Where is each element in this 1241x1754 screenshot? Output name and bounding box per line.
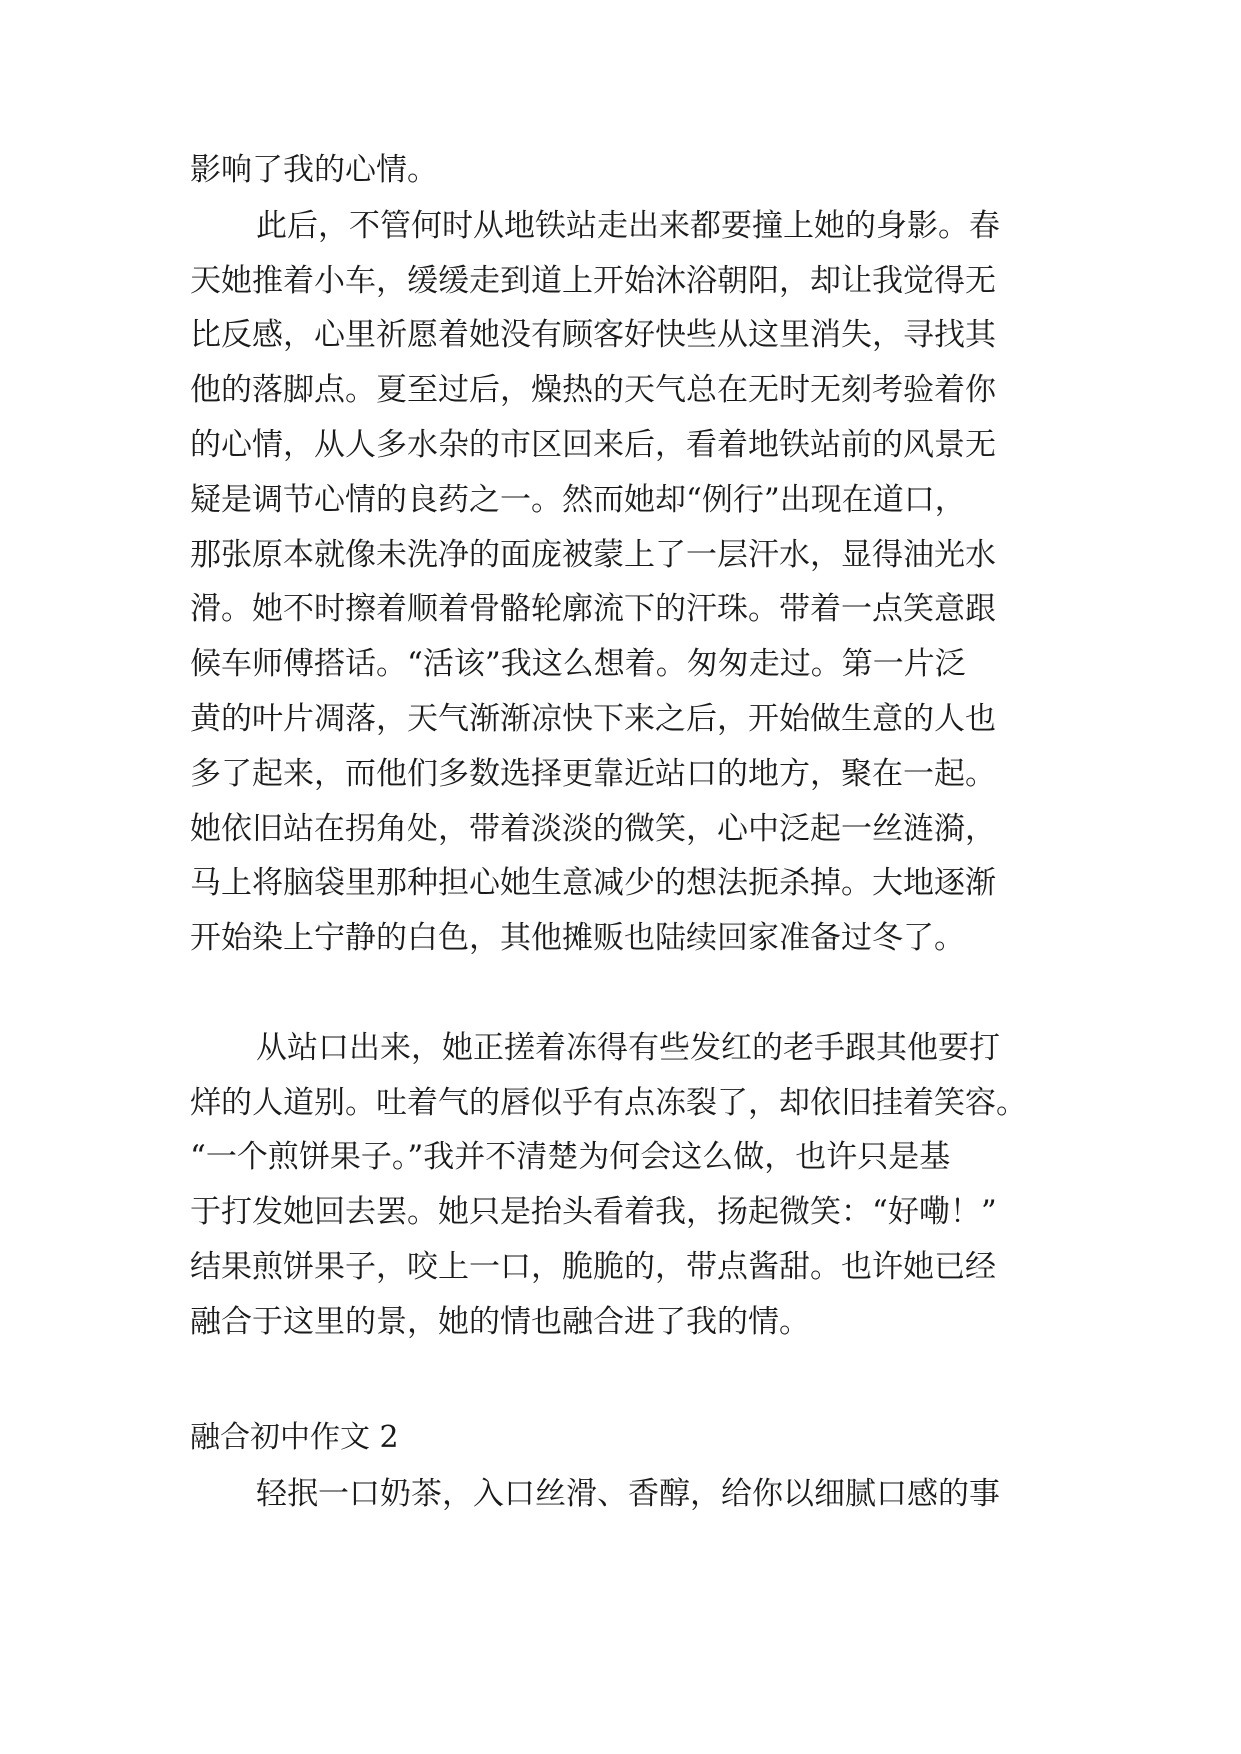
paragraph-1-line: 的心情，从人多水杂的市区回来后，看着地铁站前的风景无 xyxy=(190,427,996,463)
paragraph-1-line: 那张原本就像未洗净的面庞被蒙上了一层汗水，显得油光水 xyxy=(190,537,996,573)
paragraph-1-line: 滑。她不时擦着顺着骨骼轮廓流下的汗珠。带着一点笑意跟 xyxy=(190,591,996,627)
paragraph-2-line: 融合于这里的景，她的情也融合进了我的情。 xyxy=(190,1304,810,1340)
paragraph-1-line: 开始染上宁静的白色，其他摊贩也陆续回家准备过冬了。 xyxy=(190,920,965,956)
paragraph-2-line: “一个煎饼果子。”我并不清楚为何会这么做，也许只是基 xyxy=(190,1139,951,1175)
paragraph-1-line: 多了起来，而他们多数选择更靠近站口的地方，聚在一起。 xyxy=(190,756,996,792)
section-title: 融合初中作文 2 xyxy=(190,1420,399,1455)
paragraph-1-line: 她依旧站在拐角处，带着淡淡的微笑，心中泛起一丝涟漪， xyxy=(190,811,996,847)
opening-line: 影响了我的心情。 xyxy=(190,152,438,188)
paragraph-1-line: 天她推着小车，缓缓走到道上开始沐浴朝阳，却让我觉得无 xyxy=(190,263,996,299)
paragraph-1-line: 他的落脚点。夏至过后，燥热的天气总在无时无刻考验着你 xyxy=(190,372,996,408)
paragraph-3-line: 轻抿一口奶茶，入口丝滑、香醇，给你以细腻口感的事 xyxy=(256,1476,1000,1512)
paragraph-1-line: 比反感，心里祈愿着她没有顾客好快些从这里消失，寻找其 xyxy=(190,317,996,353)
paragraph-1-line: 黄的叶片凋落，天气渐渐凉快下来之后，开始做生意的人也 xyxy=(190,701,996,737)
paragraph-2-line: 从站口出来，她正搓着冻得有些发红的老手跟其他要打 xyxy=(256,1030,1000,1066)
paragraph-1-line: 此后，不管何时从地铁站走出来都要撞上她的身影。春 xyxy=(256,208,1000,244)
paragraph-2-line: 烊的人道别。吐着气的唇似乎有点冻裂了，却依旧挂着笑容。 xyxy=(190,1085,1027,1121)
paragraph-1-line: 候车师傅搭话。“活该”我这么想着。匆匆走过。第一片泛 xyxy=(190,646,966,682)
paragraph-2-line: 结果煎饼果子，咬上一口，脆脆的，带点酱甜。也许她已经 xyxy=(190,1249,996,1285)
paragraph-1-line: 马上将脑袋里那种担心她生意减少的想法扼杀掉。大地逐渐 xyxy=(190,865,996,901)
paragraph-1-line: 疑是调节心情的良药之一。然而她却“例行”出现在道口， xyxy=(190,482,966,518)
paragraph-2-line: 于打发她回去罢。她只是抬头看着我，扬起微笑：“好嘞！” xyxy=(190,1194,997,1230)
